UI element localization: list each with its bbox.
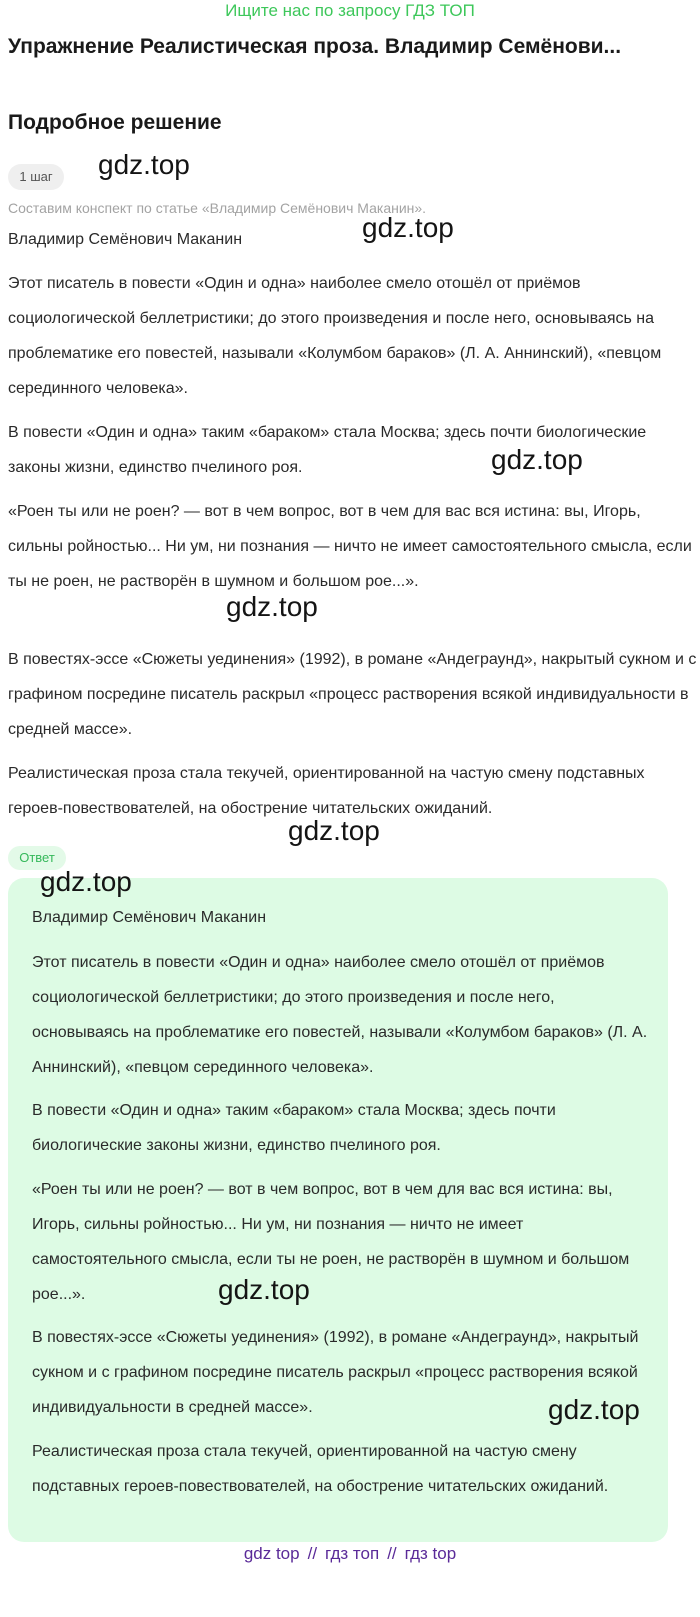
footer-link-gdz-top-ru[interactable]: гдз топ [325,1544,380,1563]
watermark: gdz.top [98,149,190,180]
answer-paragraph: В повестях-эссе «Сюжеты уединения» (1992), в романе «Андеграунд», накрытый сукном и с графином посредине писатель раскрыл «процесс растворения всякой индивидуальности в средней массе». [32,1329,639,1416]
step-note: Составим конспект по статье «Владимир Семёнович Маканин». [8,200,427,216]
watermark: gdz.top [491,444,583,475]
watermark: gdz.top [40,866,132,897]
watermark: gdz.top [548,1394,640,1425]
step-badge: 1 шаг [8,164,64,190]
solution-paragraph: «Роен ты или не роен? — вот в чем вопрос, вот в чем для вас вся истина: вы, Игорь, сильны ройностью... Ни ум, ни познания — ничто не имеет самостоятельного смысла, если ты не роен, не растворён в шумном и большом рое...». [8,503,692,590]
watermark: gdz.top [288,815,380,846]
solution-paragraph: В повестях-эссе «Сюжеты уединения» (1992), в романе «Андеграунд», накрытый сукном и с графином посредине писатель раскрыл «процесс растворения всякой индивидуальности в средней массе». [8,651,697,738]
search-hint-banner: Ищите нас по запросу ГДЗ ТОП [225,1,475,20]
answer-paragraph: Этот писатель в повести «Один и одна» наиболее смело отошёл от приёмов социологической беллетристики; до этого произведения и после него, основываясь на проблематике его повестей, называли «Колумбом бараков» (Л. А. Аннинский), «певцом серединного человека». [32,954,648,1076]
answer-paragraph: В повести «Один и одна» таким «бараком» стала Москва; здесь почти биологические законы жизни, единство пчелиного роя. [32,1102,556,1154]
watermark: gdz.top [218,1274,310,1305]
page-title: Упражнение Реалистическая проза. Владимир Семёнови... [8,35,622,58]
solution-paragraph: Реалистическая проза стала текучей, ориентированной на частую смену подставных героев-повествователей, на обострение читательских ожиданий. [8,765,645,817]
solution-paragraph: Этот писатель в повести «Один и одна» наиболее смело отошёл от приёмов социологической беллетристики; до этого произведения и после него, основываясь на проблематике его повестей, называли «Колумбом бараков» (Л. А. Аннинский), «певцом серединного человека». [8,275,662,397]
answer-paragraph: «Роен ты или не роен? — вот в чем вопрос, вот в чем для вас вся истина: вы, Игорь, сильны ройностью... Ни ум, ни познания — ничто не имеет самостоятельного смысла, если ты не роен, не растворён в шумном и большом рое...». [32,1181,630,1303]
watermark: gdz.top [226,591,318,622]
solution-heading: Владимир Семёнович Маканин [8,231,243,248]
answer-heading: Владимир Семёнович Маканин [32,909,267,926]
footer-separator: // [387,1544,397,1563]
answer-box [8,878,668,1542]
footer-separator: // [307,1544,318,1563]
footer-link-gdz-top[interactable]: gdz top [243,1544,300,1563]
solution-paragraph: В повести «Один и одна» таким «бараком» стала Москва; здесь почти биологические законы жизни, единство пчелиного роя. [8,424,647,476]
footer-link-gdz-top-mixed[interactable]: гдз top [404,1544,457,1563]
watermark: gdz.top [362,212,454,243]
answer-badge: Ответ [8,846,66,870]
answer-paragraph: Реалистическая проза стала текучей, ориентированной на частую смену подставных героев-повествователей, на обострение читательских ожиданий. [32,1443,609,1495]
footer-links [0,1542,700,1566]
section-title: Подробное решение [8,111,222,134]
